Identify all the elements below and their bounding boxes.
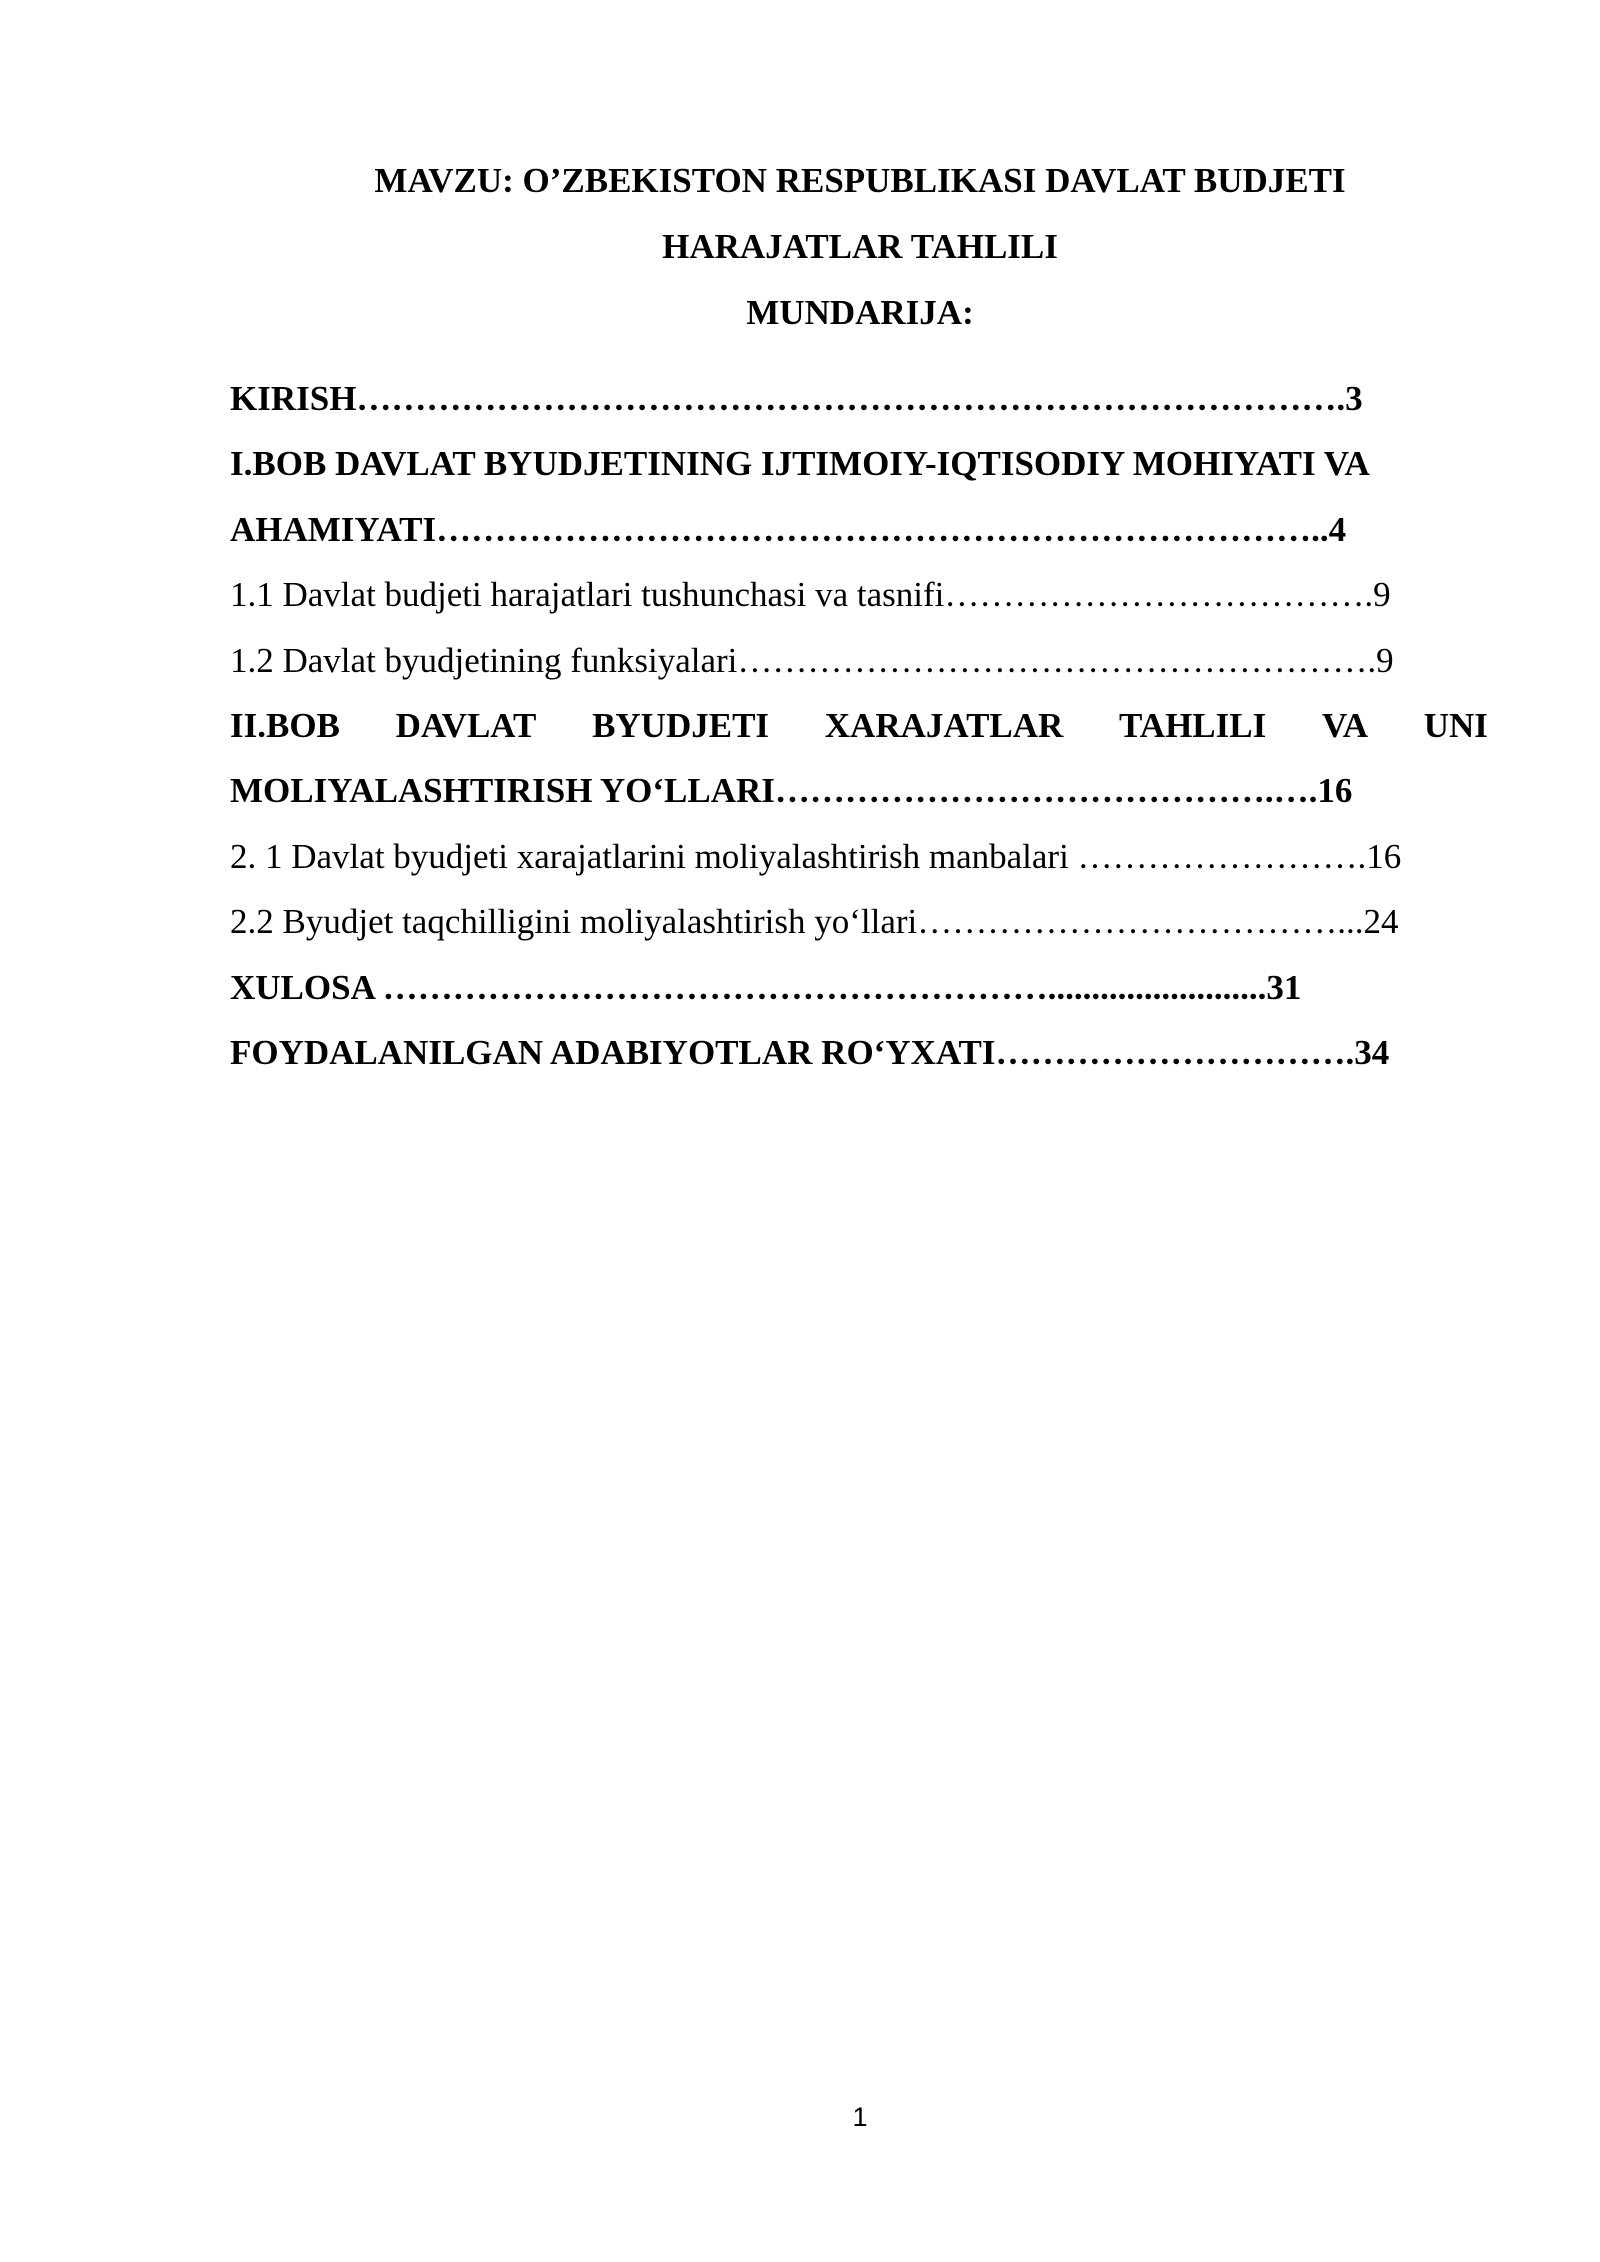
toc-entry-chapter-2-line-1 — [230, 693, 1488, 758]
toc-entry-section-2-2: 2.2 Byudjet taqchilligini moliyalashtirish yo‘llari………………………………...24 — [230, 902, 1399, 942]
toc-entry-chapter-1-line-1: I.BOB DAVLAT BYUDJETINING IJTIMOIY-IQTISODIY MOHIYATI VA — [230, 444, 1370, 484]
toc-word: TAHLILI — [1119, 705, 1267, 745]
toc-entry-chapter-2-line-2: MOLIYALASHTIRISH YO‘LLARI…………………………………….….16 — [230, 771, 1353, 811]
page-number: 1 — [852, 2102, 868, 2132]
toc-word: VA — [1321, 705, 1369, 745]
topic-title-line-2: HARAJATLAR TAHLILI — [662, 227, 1058, 266]
topic-title-line-1: MAVZU: O’ZBEKISTON RESPUBLIKASI DAVLAT BUDJETI — [374, 161, 1346, 200]
toc-entry-section-2-1: 2. 1 Davlat byudjeti xarajatlarini moliyalashtirish manbalari …………………….16 — [230, 836, 1402, 876]
toc-word: II.BOB — [230, 705, 340, 745]
toc-word: XARAJATLAR — [824, 705, 1064, 745]
toc-word: UNI — [1423, 705, 1488, 745]
toc-entry-references: FOYDALANILGAN ADABIYOTLAR RO‘YXATI………………………….34 — [230, 1032, 1390, 1072]
toc-entry-chapter-1-line-2: AHAMIYATI…………………………………………………………………..4 — [230, 509, 1347, 549]
toc-entry-kirish: KIRISH………………………………………………………………………….3 — [230, 379, 1363, 418]
contents-heading: MUNDARIJA: — [746, 293, 974, 332]
toc-entry-section-1-1: 1.1 Davlat budjeti harajatlari tushunchasi va tasnifi……………………………….9 — [230, 575, 1391, 615]
toc-entry-section-1-2: 1.2 Davlat byudjetining funksiyalari……………………………………………….9 — [230, 640, 1394, 680]
toc-word: DAVLAT — [395, 705, 537, 745]
title-block — [0, 148, 1600, 346]
toc-word: BYUDJETI — [592, 705, 770, 745]
toc-entry-xulosa: XULOSA ………………………………………………….........................31 — [230, 967, 1302, 1007]
table-of-contents — [230, 366, 1488, 1085]
